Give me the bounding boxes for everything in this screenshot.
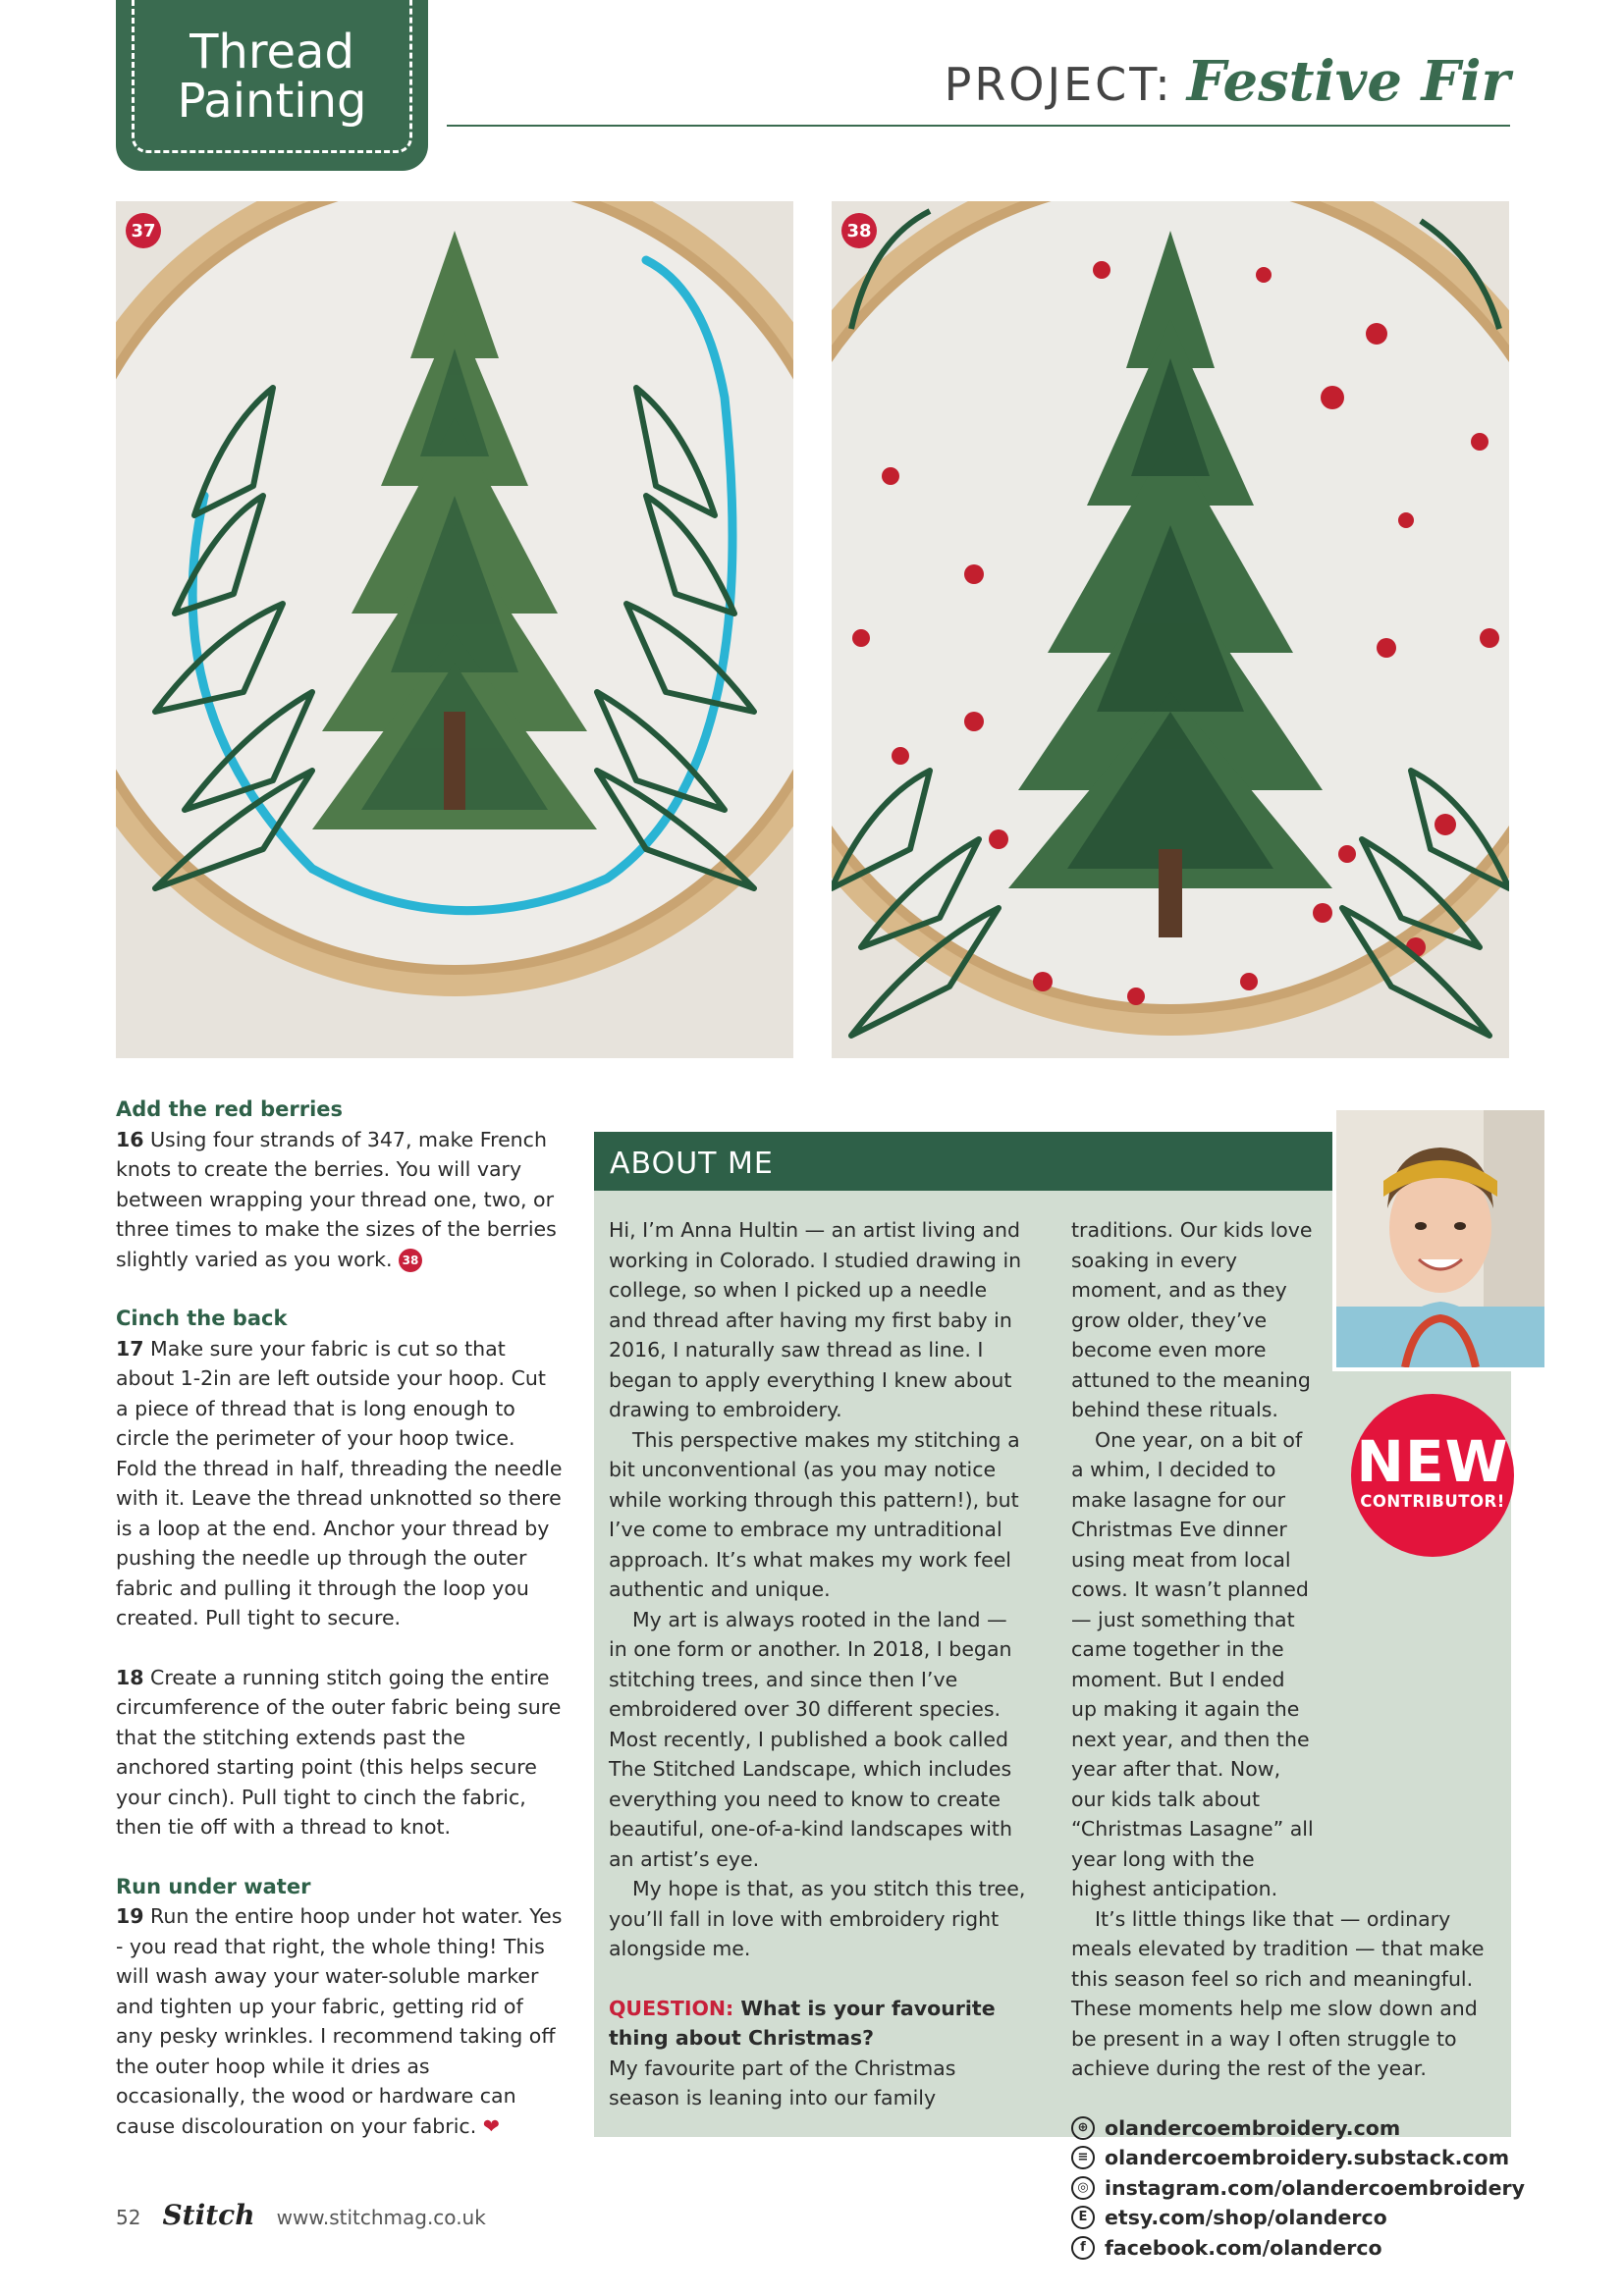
magazine-name: Stitch (162, 2199, 255, 2231)
about-paragraph: My art is always rooted in the land — in one form or another. In 2018, I began stitching trees, and since then I’ve embroidered over 30 different species. Most recently, I published a book called The Stitched Landscape, which includes everything you need to know to create beautiful, one-of-a-kind landscapes with an artist’s eye. (609, 1607, 1012, 1871)
about-title: ABOUT ME (610, 1147, 774, 1181)
question-text: What is your favourite thing about Christmas? (609, 1996, 996, 2050)
hoop-photo-38 (832, 201, 1509, 1058)
step-text: Make sure your fabric is cut so that about 1-2in are left outside your hoop. Cut a piece of thread that is long enough to circle the perimeter of your hoop twice. Fold the thread in half, threading the needle with it. Leave the thread unknotted so there is a loop at the end. Anchor your thread by pushing the needle up through the outer fabric and pulling it through the loop you created. Pull tight to secure. (116, 1336, 563, 1629)
about-paragraph: Hi, I’m Anna Hultin — an artist living and working in Colorado. I studied drawing in college, so when I picked up a needle and thread after having my first baby in 2016, I naturally saw thread as line. I began to apply everything I knew about drawing to embroidery. (609, 1218, 1022, 1421)
answer-paragraph: One year, on a bit of a whim, I decided to make lasagne for our Christmas Eve dinner using meat from local cows. It wasn’t planned — just something that came together in the moment. But I ended up making it again the next year, and then the year after that. Now, our kids talk about “Christmas Lasagne” all year long with the highest anticipation. (1071, 1427, 1314, 1900)
step-badge-38: 38 (841, 213, 877, 248)
instructions-column (116, 1095, 563, 2141)
step-text: Create a running stitch going the entire circumference of the outer fabric being sure that the stitching extends past the anchored starting point (this helps secure your cinch). Pull tight to cinch the fabric, then tie off with a thread to knot. (116, 1665, 562, 1839)
photo-step-38 (832, 201, 1509, 1058)
link-facebook[interactable]: f facebook.com/olanderco (1071, 2233, 1503, 2264)
project-title (945, 49, 1510, 118)
link-etsy[interactable]: E etsy.com/shop/olanderco (1071, 2203, 1503, 2233)
page-footer (116, 2199, 486, 2231)
about-paragraph: This perspective makes my stitching a bit unconventional (as you may notice while working through this pattern!), but I’ve come to embrace my untraditional approach. It’s what makes my work feel authentic and unique. (609, 1427, 1020, 1601)
substack-icon: ≡ (1071, 2146, 1095, 2169)
about-column-1 (609, 1215, 1031, 2113)
hoop-photo-37 (116, 201, 793, 1058)
badge-new: NEW (1356, 1428, 1509, 1495)
instagram-icon: ◎ (1071, 2176, 1095, 2200)
question (609, 1994, 1031, 2054)
new-contributor-badge (1351, 1394, 1514, 1557)
project-label: PROJECT: (944, 58, 1173, 111)
link-website[interactable]: ⊕ olandercoembroidery.com (1071, 2113, 1503, 2144)
about-column-2 (1071, 1215, 1525, 2263)
step-number: 19 (116, 1904, 144, 1928)
link-instagram[interactable]: ◎ instagram.com/olandercoembroidery (1071, 2173, 1503, 2204)
step-number: 18 (116, 1665, 144, 1689)
project-name: Festive Fir (1186, 49, 1510, 114)
etsy-icon: E (1071, 2206, 1095, 2229)
step-text: Using four strands of 347, make French knots to create the berries. You will vary between wrapping your thread one, two, or three times to make the sizes of the berries slightly varied as you work. (116, 1127, 557, 1271)
section-tab-label: Thread Painting (177, 25, 367, 129)
step-heading-cinch: Cinch the back (116, 1307, 288, 1330)
section-tab (116, 0, 428, 171)
question-label: QUESTION: (609, 1996, 734, 2020)
answer-paragraph: traditions. Our kids love soaking in every moment, and as they grow older, they’ve become even more attuned to the meaning behind these rituals. (1071, 1218, 1313, 1421)
link-substack[interactable]: ≡ olandercoembroidery.substack.com (1071, 2143, 1503, 2173)
step-text: Run the entire hoop under hot water. Yes - you read that right, the whole thing! This will wash away your water-soluble marker and tighten up your fabric, getting rid of any pesky wrinkles. I recommend taking off the outer hoop while it dries as occasionally, the wood or hardware can cause discolouration on your fabric. (116, 1904, 563, 2138)
step-heading-berries: Add the red berries (116, 1097, 344, 1121)
globe-icon: ⊕ (1071, 2116, 1095, 2140)
step-heading-water: Run under water (116, 1874, 311, 1898)
photo-ref-badge: 38 (399, 1249, 422, 1272)
step-18 (116, 1663, 563, 1842)
answer-start: My favourite part of the Christmas season is leaning into our family (609, 2056, 956, 2109)
author-portrait (1332, 1106, 1548, 1371)
step-number: 17 (116, 1336, 144, 1361)
about-paragraph: My hope is that, as you stitch this tree, you’ll fall in love with embroidery right alongside me. (609, 1877, 1026, 1960)
step-17 (116, 1334, 563, 1633)
answer-paragraph: It’s little things like that — ordinary meals elevated by tradition — that make this season feel so rich and meaningful. These moments help me slow down and be present in a way I often struggle to achieve during the rest of the year. (1071, 1906, 1485, 2080)
facebook-icon: f (1071, 2236, 1095, 2260)
page-number: 52 (116, 2206, 141, 2229)
step-badge-37: 37 (126, 213, 161, 248)
photo-step-37 (116, 201, 793, 1058)
step-19 (116, 1901, 563, 2141)
step-number: 16 (116, 1127, 144, 1151)
heart-icon: ❤ (482, 2113, 500, 2138)
header-rule (447, 125, 1510, 127)
about-header-bar (594, 1132, 1332, 1191)
magazine-url[interactable]: www.stitchmag.co.uk (276, 2206, 486, 2229)
badge-contributor: CONTRIBUTOR! (1360, 1492, 1505, 1511)
contact-links (1071, 2113, 1525, 2264)
step-16 (116, 1125, 563, 1275)
portrait-image (1336, 1110, 1544, 1367)
